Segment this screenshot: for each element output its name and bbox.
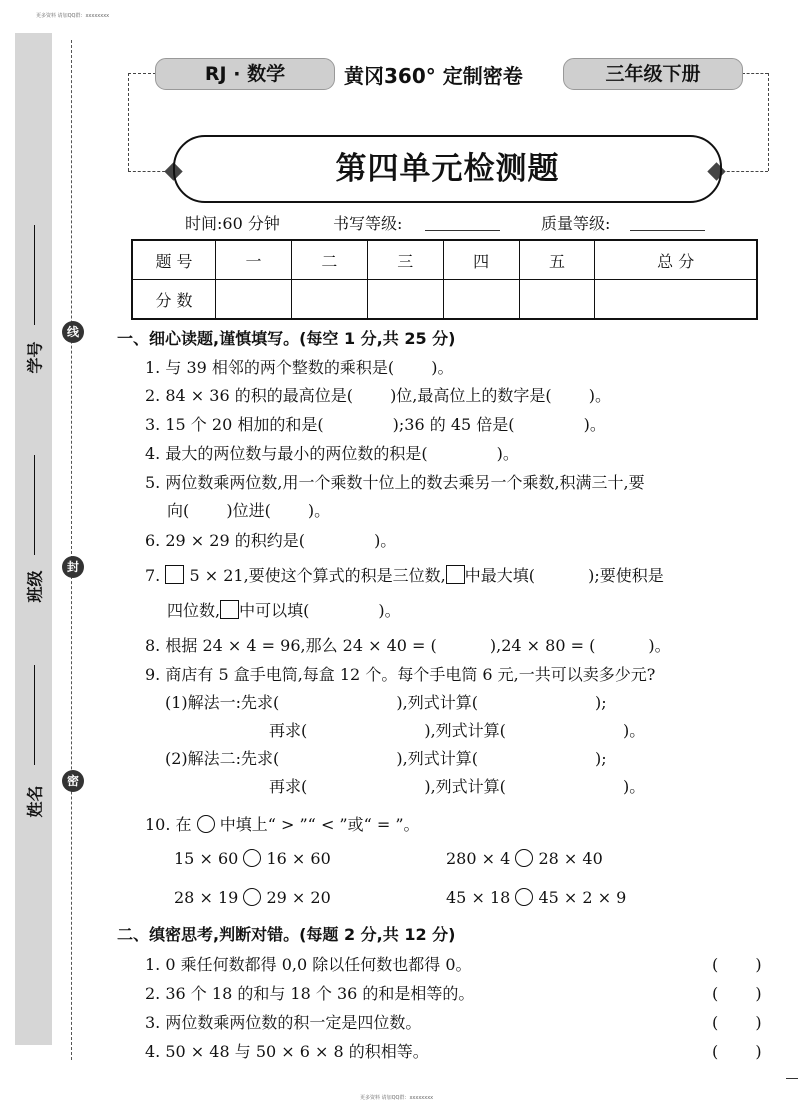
header-dash-right — [742, 73, 768, 74]
question-8: 8. 根据 24 × 4 = 96,那么 24 × 40 = ( ),24 × 80 = ( )。 — [145, 636, 671, 655]
judge-item: 2. 36 个 18 的和与 18 个 36 的和是相等的。 — [145, 984, 475, 1003]
class-line — [34, 455, 35, 555]
series-name: 黄冈360° 定制密卷 — [344, 64, 523, 88]
quality-grade-label: 质量等级: — [541, 214, 611, 233]
section2-heading: 二、缜密思考,判断对错。(每题 2 分,共 12 分) — [117, 925, 456, 944]
table-row — [132, 240, 757, 280]
compare-circle[interactable] — [243, 849, 261, 867]
seal-secret-mark: 密 — [62, 770, 84, 792]
compare-item — [446, 888, 626, 907]
compare-circle[interactable] — [515, 849, 533, 867]
bottom-note: 更多资料 请加QQ群：xxxxxxxx — [360, 1095, 434, 1101]
question-7 — [145, 563, 664, 586]
answer-paren[interactable]: ( ) — [712, 1013, 762, 1032]
seal-line-mark: 线 — [62, 321, 84, 343]
answer-paren[interactable]: ( ) — [712, 984, 762, 1003]
subject-pill: RJ · 数学 — [155, 58, 335, 90]
q7b-text: 四位数, — [167, 601, 221, 620]
compare-item — [174, 849, 331, 868]
blank-box[interactable] — [220, 600, 239, 619]
table-row-label: 分 数 — [132, 280, 216, 320]
question-9-1a: (1)解法一:先求( ),列式计算( ); — [165, 693, 607, 712]
table-row — [132, 280, 757, 320]
question-10 — [145, 812, 420, 835]
compare-item — [446, 849, 603, 868]
section1-heading: 一、细心读题,谨慎填写。(每空 1 分,共 25 分) — [117, 329, 456, 348]
header-dash-left — [128, 73, 156, 74]
table-header-cell: 二 — [291, 240, 367, 280]
question-9: 9. 商店有 5 盒手电筒,每盒 12 个。每个手电筒 6 元,一共可以卖多少元? — [145, 665, 656, 684]
cut-line — [71, 40, 72, 1060]
question-2: 2. 84 × 36 的积的最高位是( )位,最高位上的数字是( )。 — [145, 386, 611, 405]
question-1: 1. 与 39 相邻的两个整数的乘积是( )。 — [145, 358, 454, 377]
score-cell[interactable] — [216, 280, 292, 320]
compare-left: 280 × 4 — [446, 849, 511, 868]
compare-left: 15 × 60 — [174, 849, 239, 868]
header-vdash-left — [128, 73, 129, 171]
question-3: 3. 15 个 20 相加的和是( );36 的 45 倍是( )。 — [145, 415, 606, 434]
score-cell[interactable] — [443, 280, 519, 320]
compare-left: 28 × 19 — [174, 888, 239, 907]
blank-box[interactable] — [446, 565, 465, 584]
compare-right: 29 × 20 — [266, 888, 331, 907]
writing-grade-label: 书写等级: — [333, 214, 403, 233]
table-header-cell: 三 — [367, 240, 443, 280]
question-9-2a: (2)解法二:先求( ),列式计算( ); — [165, 749, 607, 768]
question-9-1b: 再求( ),列式计算( )。 — [269, 721, 646, 740]
header-dash-right-low — [722, 171, 768, 172]
judge-item: 3. 两位数乘两位数的积一定是四位数。 — [145, 1013, 422, 1032]
student-id-line — [34, 225, 35, 325]
seal-seal-mark: 封 — [62, 556, 84, 578]
grade-pill: 三年级下册 — [563, 58, 743, 90]
q7-text: 5 × 21,要使这个算式的积是三位数, — [189, 566, 446, 585]
question-5: 5. 两位数乘两位数,用一个乘数十位上的数去乘另一个乘数,积满三十,要 — [145, 473, 645, 492]
q7b-text-end: 中可以填( )。 — [239, 601, 401, 620]
question-7-cont — [167, 598, 401, 621]
quality-grade-blank[interactable] — [630, 230, 705, 231]
q10-text: 中填上“ > ”“ < ”或“ = ”。 — [219, 815, 420, 834]
judge-item: 1. 0 乘任何数都得 0,0 除以任何数也都得 0。 — [145, 955, 472, 974]
question-4: 4. 最大的两位数与最小的两位数的积是( )。 — [145, 444, 519, 463]
question-5-cont: 向( )位进( )。 — [167, 501, 331, 520]
compare-circle[interactable] — [515, 888, 533, 906]
page-title: 第四单元检测题 — [173, 135, 722, 203]
table-header-cell: 题 号 — [132, 240, 216, 280]
judge-item: 4. 50 × 48 与 50 × 6 × 8 的积相等。 — [145, 1042, 429, 1061]
blank-box[interactable] — [165, 565, 184, 584]
table-header-cell: 四 — [443, 240, 519, 280]
compare-circle[interactable] — [243, 888, 261, 906]
name-line — [34, 665, 35, 765]
circle-icon — [197, 815, 215, 833]
score-cell[interactable] — [519, 280, 595, 320]
header-vdash-right — [768, 73, 769, 171]
score-cell[interactable] — [595, 280, 757, 320]
class-label: 班级 — [25, 570, 45, 603]
q10-prefix: 10. 在 — [145, 815, 192, 834]
table-header-cell: 五 — [519, 240, 595, 280]
compare-item — [174, 888, 331, 907]
question-6: 6. 29 × 29 的积约是( )。 — [145, 531, 397, 550]
corner-mark — [786, 1078, 798, 1079]
compare-right: 28 × 40 — [538, 849, 603, 868]
compare-right: 16 × 60 — [266, 849, 331, 868]
answer-paren[interactable]: ( ) — [712, 1042, 762, 1061]
compare-left: 45 × 18 — [446, 888, 511, 907]
q7-text-end: 中最大填( );要使积是 — [464, 566, 664, 585]
score-table — [131, 239, 758, 320]
top-note: 更多资料 请加QQ群：xxxxxxxx — [36, 13, 110, 19]
time-info: 时间:60 分钟 — [185, 214, 280, 233]
score-cell[interactable] — [291, 280, 367, 320]
q7-number: 7. — [145, 566, 161, 585]
answer-paren[interactable]: ( ) — [712, 955, 762, 974]
writing-grade-blank[interactable] — [425, 230, 500, 231]
student-id-label: 学号 — [25, 341, 45, 374]
compare-right: 45 × 2 × 9 — [538, 888, 627, 907]
name-label: 姓名 — [25, 785, 45, 818]
question-9-2b: 再求( ),列式计算( )。 — [269, 777, 646, 796]
score-cell[interactable] — [367, 280, 443, 320]
table-header-cell: 总 分 — [595, 240, 757, 280]
table-header-cell: 一 — [216, 240, 292, 280]
